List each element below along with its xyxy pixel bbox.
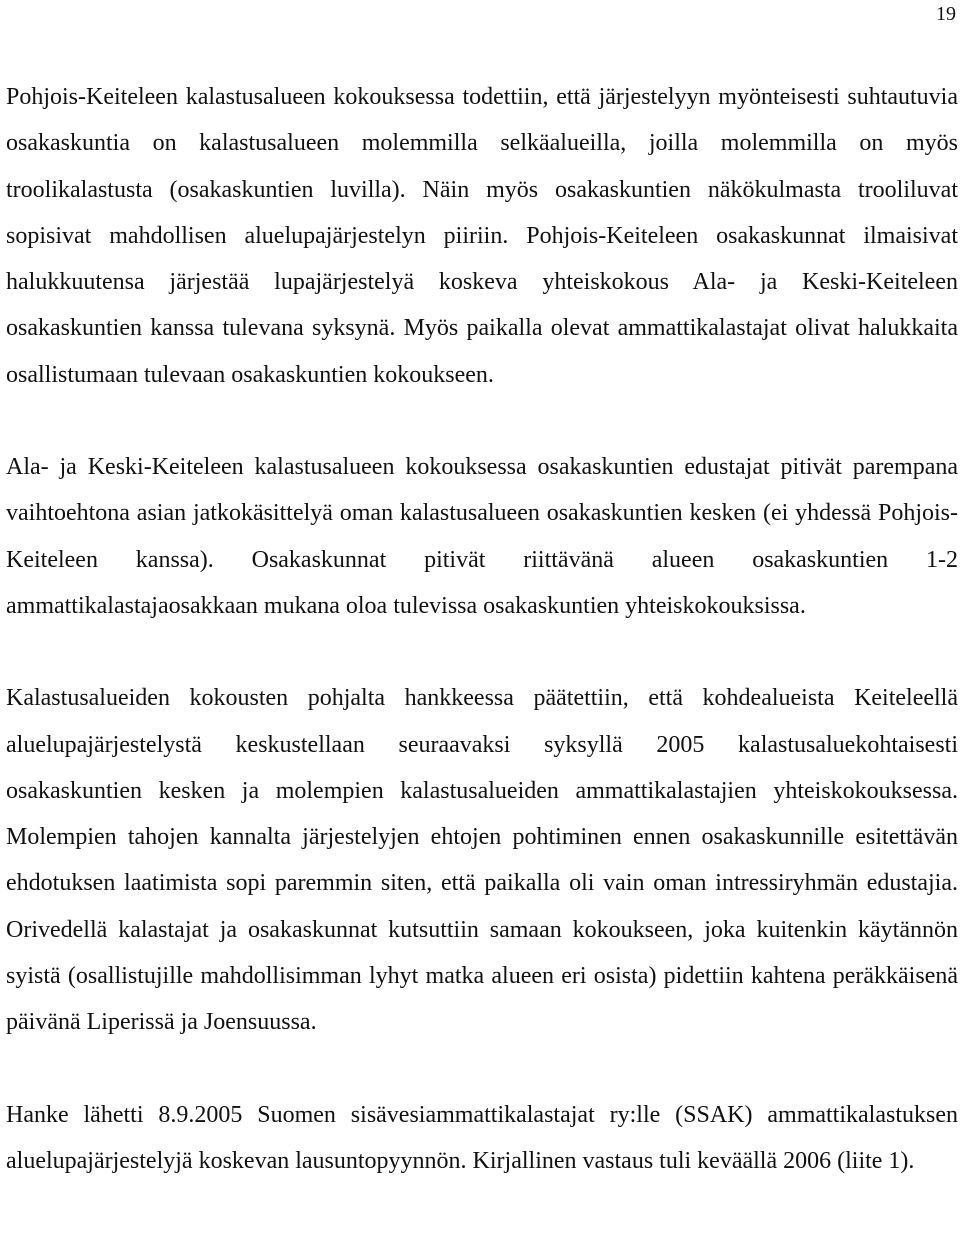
paragraph-spacer [6,629,958,675]
paragraph-ssak-statement-request: Hanke lähetti 8.9.2005 Suomen sisävesiammattikalastajat ry:lle (SSAK) ammattikalastuksen aluelupajärjestelyjä koskevan lausuntopyynnön. Kirjallinen vastaus tuli keväällä 2006 (liite 1). [6,1101,958,1174]
document-body [6,74,958,1184]
paragraph-ala-keski-keitele-meeting: Ala- ja Keski-Keiteleen kalastusalueen kokouksessa osakaskuntien edustajat pitivät parempana vaihtoehtona asian jatkokäsittelyä oman kalastusalueen osakaskuntien kesken (ei yhdessä Pohjois-Keiteleen kanssa). Osakaskunnat pitivät riittävänä alueen osakaskuntien 1-2 ammattikalastajaosakkaan mukana oloa tulevissa osakaskuntien yhteiskokouksissa. [6,454,958,619]
paragraph-spacer [6,1046,958,1092]
page-number: 19 [936,3,956,25]
paragraph-pohjois-keitele-meeting: Pohjois-Keiteleen kalastusalueen kokouksessa todettiin, että järjestelyyn myönteisesti suhtautuvia osakaskuntia on kalastusalueen molemmilla selkäalueilla, joilla molemmilla on myös troolikalastusta (osakaskuntien luvilla). Näin myös osakaskuntien näkökulmasta trooliluvat sopisivat mahdollisen aluelupajärjestelyn piiriin. Pohjois-Keiteleen osakaskunnat ilmaisivat halukkuutensa järjestää lupajärjestelyä koskeva yhteiskokous Ala- ja Keski-Keiteleen osakaskuntien kanssa tulevana syksynä. Myös paikalla olevat ammattikalastajat olivat halukkaita osallistumaan tulevaan osakaskuntien kokoukseen. [6,84,958,388]
paragraph-spacer [6,398,958,444]
paragraph-meeting-conclusions: Kalastusalueiden kokousten pohjalta hankkeessa päätettiin, että kohdealueista Keiteleellä aluelupajärjestelystä keskustellaan seuraavaksi syksyllä 2005 kalastusaluekohtaisesti osakaskuntien kesken ja molempien kalastusalueiden ammattikalastajien yhteiskokouksessa. Molempien tahojen kannalta järjestelyjen ehtojen pohtiminen ennen osakaskunnille esitettävän ehdotuksen laatimista sopi paremmin siten, että paikalla oli vain oman intressiryhmän edustajia. Orivedellä kalastajat ja osakaskunnat kutsuttiin samaan kokoukseen, joka kuitenkin käytännön syistä (osallistujille mahdollisimman lyhyt matka alueen eri osista) pidettiin kahtena peräkkäisenä päivänä Liperissä ja Joensuussa. [6,685,958,1036]
